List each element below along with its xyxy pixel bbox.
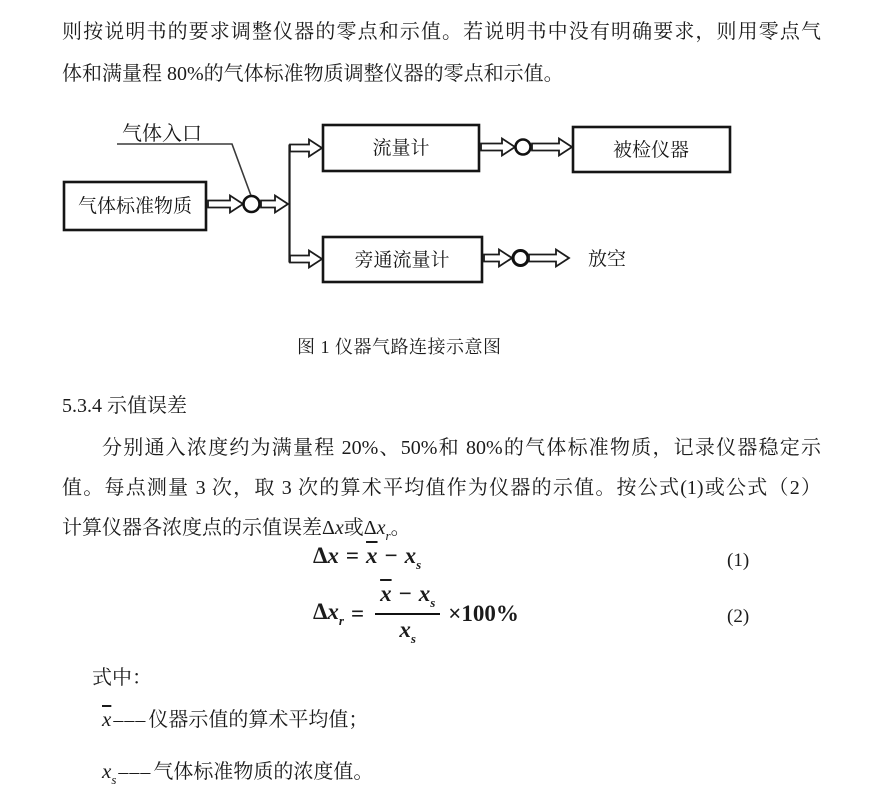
definition-text: 仪器示值的算术平均值； — [148, 709, 369, 731]
device-box-label: 被检仪器 — [612, 140, 690, 161]
inlet-label: 气体入口 — [122, 123, 202, 145]
body-paragraph — [62, 428, 821, 556]
formula-1: $\Delta x = \overline{x} - x_s$ — [313, 543, 422, 572]
x-standard-symbol: $x_s$ — [404, 543, 422, 572]
formula-2-number: (2) — [727, 606, 750, 627]
valve-icon — [516, 140, 531, 155]
source-box-label: 气体标准物质 — [77, 196, 193, 217]
text-line — [62, 508, 821, 556]
flow-arrow-icon — [261, 196, 288, 213]
text-line: 分别通入浓度约为满量程 20%、50%和 80%的气体标准物质，记录仪器稳定示 — [102, 437, 821, 459]
flowmeter-box-label: 流量计 — [372, 138, 430, 159]
fraction: $\frac{\overline{x} - x_s}{x_s}$ — [375, 582, 440, 645]
definitions-heading: 式中： — [92, 667, 152, 689]
definition-item: $\overline{x}$ ––– 仪器示值的算术平均值； — [102, 707, 369, 731]
flow-arrow-icon — [484, 250, 512, 267]
section-heading: 5.3.4 示值误差 — [62, 395, 187, 417]
gas-path-diagram — [0, 100, 887, 310]
percent-factor: ×100% — [448, 600, 519, 626]
figure-caption: 图 1 仪器气路连接示意图 — [297, 337, 502, 357]
delta-xr-symbol: $\Delta x_r$ — [363, 517, 391, 543]
flow-arrow-icon — [529, 250, 569, 267]
text-fragment: 或 — [343, 517, 364, 539]
formula-2: $\Delta x_r$ = $\frac{\overline{x} - x_s}{x_s}$ ×100% — [313, 581, 519, 646]
bypass-box-label: 旁通流量计 — [354, 250, 450, 271]
definition-item: $x_s$ ––– 气体标准物质的浓度值。 — [102, 759, 374, 787]
text-fragment: 计算仪器各浓度点的示值误差 — [62, 517, 322, 539]
x-mean-symbol: $\overline{x}$ — [102, 707, 112, 731]
text-fragment: 。 — [390, 517, 411, 539]
text-line: 体和满量程 80%的气体标准物质调整仪器的零点和示值。 — [62, 63, 564, 85]
valve-icon — [513, 251, 528, 266]
flow-arrow-icon — [208, 196, 243, 213]
flow-arrow-icon — [290, 251, 322, 268]
flow-arrow-icon — [532, 139, 572, 156]
delta-x-symbol: Δx — [322, 517, 344, 539]
flow-arrow-icon — [481, 139, 515, 156]
vent-label: 放空 — [588, 249, 627, 270]
formula-1-number: (1) — [727, 550, 750, 571]
x-mean-symbol: $\overline{x}$ — [366, 543, 378, 568]
intro-paragraph — [62, 11, 821, 95]
delta-xr-symbol: $\Delta x_r$ — [313, 598, 344, 628]
text-line: 则按说明书的要求调整仪器的零点和示值。若说明书中没有明确要求，则用零点气 — [62, 21, 821, 43]
delta-x-symbol: Δx — [313, 543, 339, 568]
text-line: 值。每点测量 3 次，取 3 次的算术平均值作为仪器的示值。按公式(1)或公式（2） — [62, 477, 821, 499]
valve-icon — [244, 196, 260, 212]
x-standard-symbol: $x_s$ — [102, 759, 117, 787]
flow-arrow-icon — [290, 140, 322, 157]
definition-text: 气体标准物质的浓度值。 — [153, 761, 374, 783]
